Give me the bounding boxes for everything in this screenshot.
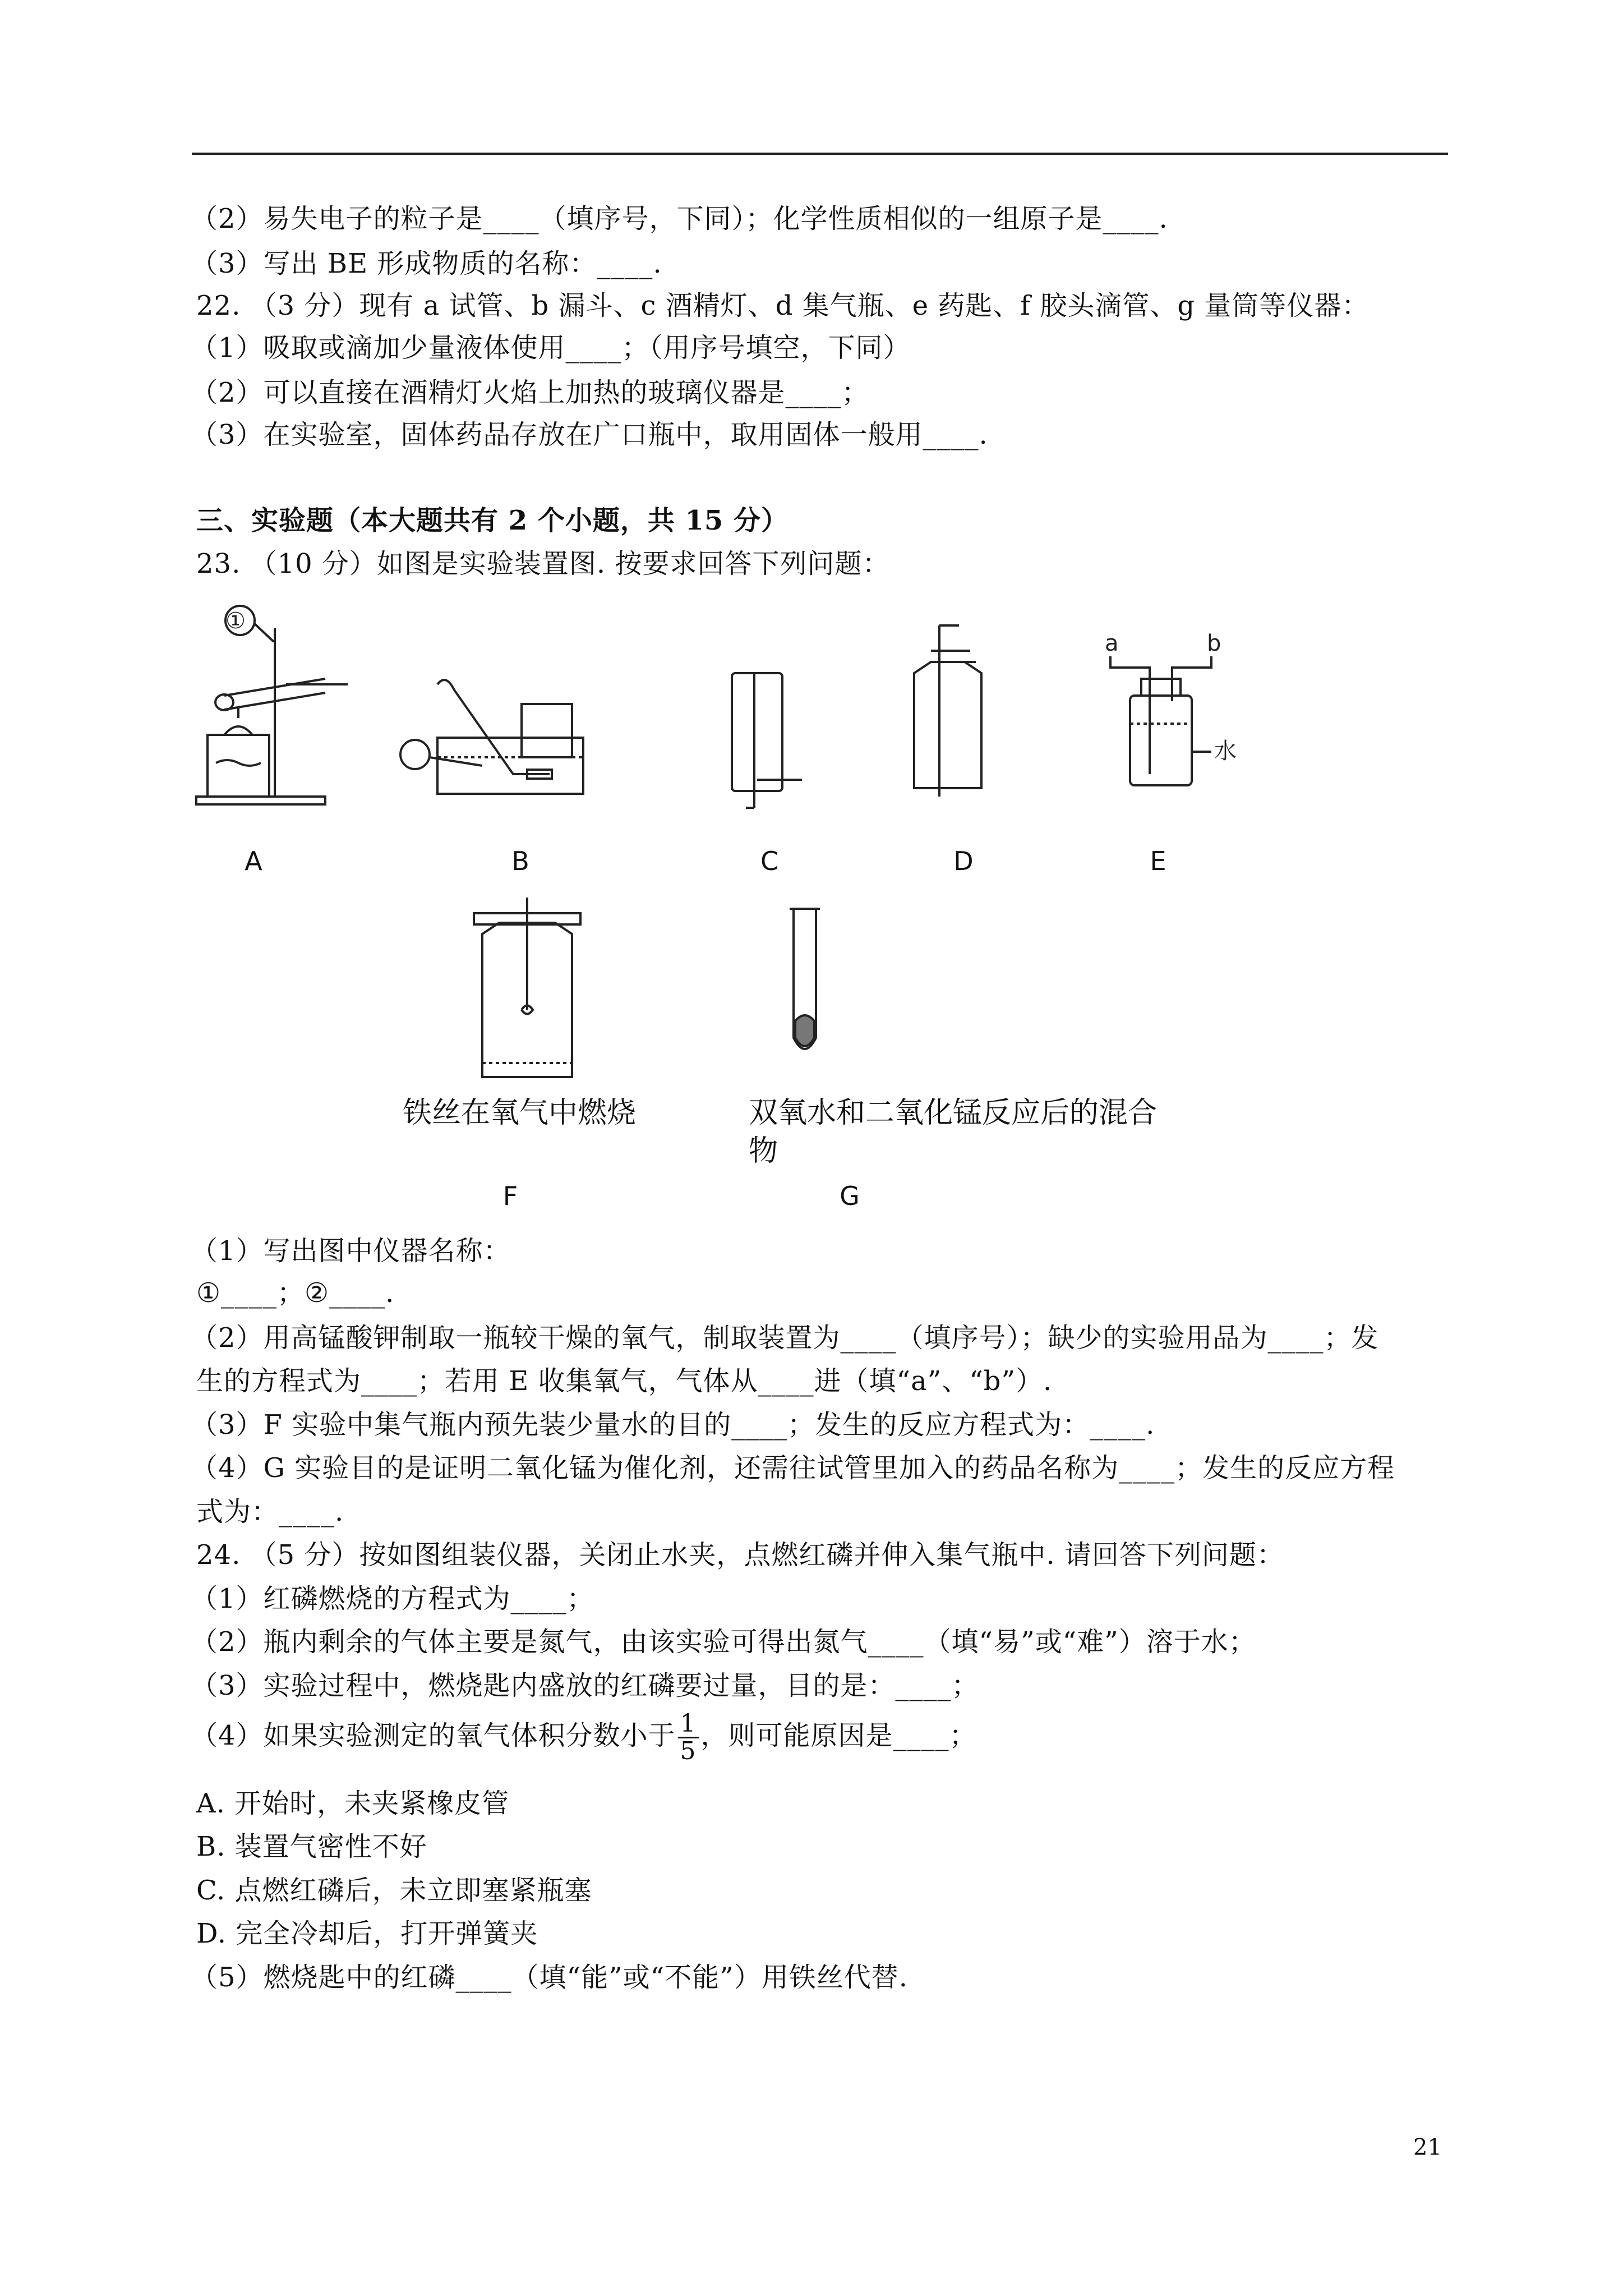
port-a: a [1105, 631, 1119, 656]
question-22: 22. （3 分）现有 a 试管、b 漏斗、c 酒精灯、d 集气瓶、e 药匙、f 胶头滴管、g 量筒等仪器： [196, 290, 1370, 321]
text-line: （2）瓶内剩余的气体主要是氮气，由该实验可得出氮气____（填“易”或“难”）溶于水； [191, 1626, 1256, 1658]
apparatus-b [400, 680, 583, 794]
label-c: C [760, 846, 779, 876]
page-number: 21 [1413, 2134, 1442, 2160]
text-line: （1）红磷燃烧的方程式为____； [191, 1583, 594, 1614]
label-e: E [1150, 846, 1166, 876]
text-line: （1）吸取或滴加少量液体使用____；（用序号填空，下同） [191, 332, 911, 364]
text-line: （2）可以直接在酒精灯火焰上加热的玻璃仪器是____； [191, 377, 869, 408]
option-d: D. 完全冷却后，打开弹簧夹 [196, 1918, 538, 1949]
text-line: （5）燃烧匙中的红磷____（填“能”或“不能”）用铁丝代替. [191, 1962, 908, 1993]
apparatus-d [914, 625, 981, 797]
label-d: D [953, 846, 974, 876]
fraction [678, 1711, 699, 1764]
apparatus-c [732, 673, 802, 808]
text-line: （3）实验过程中，燃烧匙内盛放的红磷要过量，目的是：____； [191, 1670, 979, 1701]
fraction-numerator: 1 [678, 1711, 699, 1738]
text-line: （2）易失电子的粒子是____（填序号，下同）；化学性质相似的一组原子是____. [191, 203, 1168, 234]
marker-1: ① [225, 608, 246, 634]
text-line: 式为：____. [196, 1496, 344, 1527]
question-24: 24. （5 分）按如图组装仪器，关闭止水夹，点燃红磷并伸入集气瓶中. 请回答下列问题： [196, 1539, 1284, 1571]
text-line: （3）写出 BE 形成物质的名称：____. [191, 248, 662, 279]
label-a: A [245, 846, 262, 876]
apparatus-a [196, 606, 348, 804]
caption-g-line2: 物 [749, 1134, 778, 1168]
label-g: G [840, 1181, 860, 1211]
section-heading: 三、实验题（本大题共有 2 个小题，共 15 分） [196, 505, 789, 536]
text-line: （3）F 实验中集气瓶内预先装少量水的目的____；发生的反应方程式为：____. [191, 1409, 1155, 1441]
option-a: A. 开始时，未夹紧橡皮管 [196, 1788, 510, 1819]
port-b: b [1207, 631, 1221, 656]
text-line: ①____；②____. [196, 1277, 395, 1309]
apparatus-f [474, 898, 580, 1077]
question-23: 23. （10 分）如图是实验装置图. 按要求回答下列问题： [196, 548, 890, 579]
text-line-with-fraction [191, 1711, 977, 1764]
label-f: F [502, 1181, 518, 1211]
option-c: C. 点燃红磷后，未立即塞紧瓶塞 [196, 1875, 592, 1906]
text-line: 生的方程式为____；若用 E 收集氧气，气体从____进（填“a”、“b”）. [196, 1365, 1053, 1397]
apparatus-g [790, 909, 820, 1049]
water-label: 水 [1214, 738, 1237, 764]
text-segment: （4）如果实验测定的氧气体积分数小于 [191, 1720, 676, 1751]
text-line: （2）用高锰酸钾制取一瓶较干燥的氧气，制取装置为____（填序号）；缺少的实验用品为____；发 [191, 1322, 1379, 1354]
apparatus-e [1110, 656, 1211, 785]
option-b: B. 装置气密性不好 [196, 1831, 427, 1862]
header-rule [192, 153, 1448, 155]
text-segment: ，则可能原因是____； [700, 1720, 977, 1751]
caption-g-line1: 双氧水和二氧化锰反应后的混合 [749, 1096, 1158, 1130]
caption-f: 铁丝在氧气中燃烧 [403, 1096, 637, 1130]
fraction-denominator: 5 [680, 1737, 697, 1765]
text-line: （3）在实验室，固体药品存放在广口瓶中，取用固体一般用____. [191, 419, 988, 450]
text-line: （1）写出图中仪器名称： [191, 1235, 511, 1267]
label-b: B [511, 846, 529, 876]
text-line: （4）G 实验目的是证明二氧化锰为催化剂，还需往试管里加入的药品名称为____；发生的反应方程 [191, 1452, 1395, 1484]
